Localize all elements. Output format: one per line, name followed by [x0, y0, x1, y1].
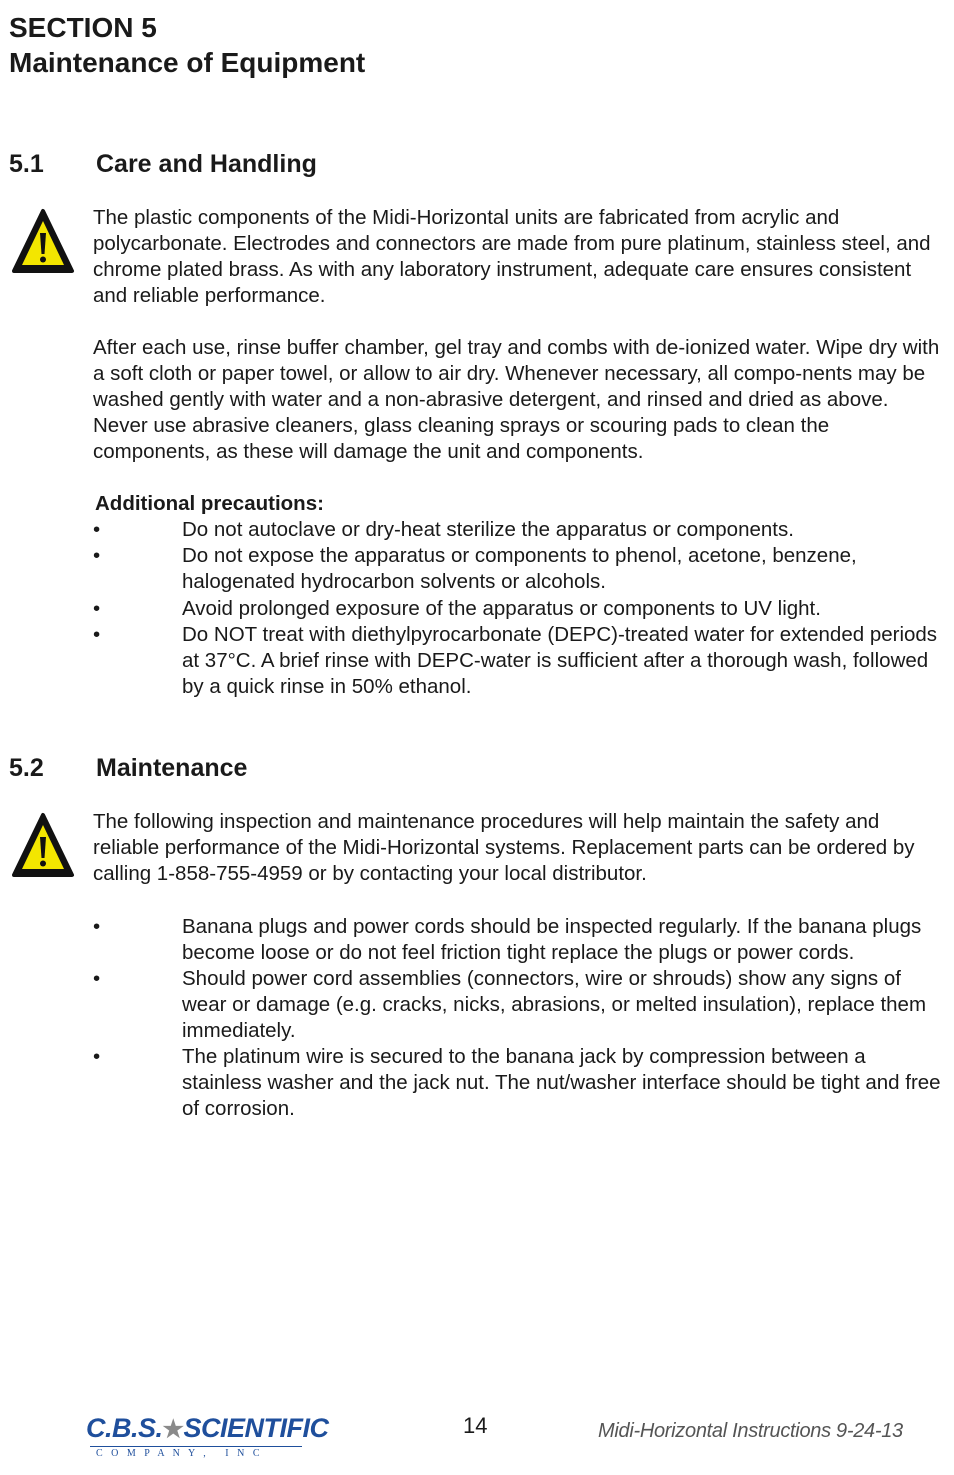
heading-number: 5.1 [9, 150, 44, 178]
list-item: • Do not autoclave or dry-heat sterilize the apparatus or components. [93, 518, 794, 541]
warning-triangle-icon [11, 207, 75, 277]
list-item: • Do not expose the apparatus or components to phenol, acetone, benzene, halogenated hydrocarbon solvents or alcohols. [93, 544, 857, 593]
bullet: • [93, 915, 101, 938]
list-item: • The platinum wire is secured to the banana jack by compression between a stainless washer and the jack nut. The nut/washer interface should be tight and free of corrosion. [93, 1045, 941, 1120]
section-heading [9, 10, 365, 80]
precautions-list [93, 517, 948, 700]
list-item: • Should power cord assemblies (connectors, wire or shrouds) show any signs of wear or damage (e.g. cracks, nicks, abrasions, or melted insulation), replace them immediately. [93, 967, 927, 1042]
precautions-heading: Additional precautions: [95, 492, 324, 515]
care-paragraph-1: The plastic components of the Midi-Horizontal units are fabricated from acrylic and polycarbonate. Electrodes and connectors are made from pure platinum, stainless steel, and chrome plated brass. As with any laboratory instrument, adequate care ensures consistent and reliable performance. [93, 206, 931, 307]
star-icon: ★ [162, 1416, 184, 1443]
bullet: • [93, 623, 101, 646]
maintenance-paragraph: The following inspection and maintenance procedures will help maintain the safety and reliable performance of the Midi-Horizontal systems. Replacement parts can be ordered by calling 1-858-755-4959 or by contacting your local distributor. [93, 810, 915, 885]
logo-word: SCIENTIFIC [183, 1413, 329, 1443]
bullet: • [93, 544, 101, 567]
bullet: • [93, 597, 101, 620]
heading-title: Maintenance [96, 754, 248, 782]
list-item: • Banana plugs and power cords should be inspected regularly. If the banana plugs become loose or do not feel friction tight replace the plugs or power cords. [93, 915, 922, 964]
heading-5-2 [9, 753, 509, 783]
care-paragraph-2: After each use, rinse buffer chamber, gel tray and combs with de-ionized water. Wipe dry with a soft cloth or paper towel, or allow to air dry. Whenever necessary, all compo-nents may be washed gently with water and a non-abrasive detergent, and rinsed and dried as above. Never use abrasive cleaners, glass cleaning sprays or scouring pads to clean the components, as these will damage the unit and components. [93, 336, 940, 463]
logo-initials: C.B.S. [86, 1413, 163, 1443]
bullet: • [93, 518, 101, 541]
bullet: • [93, 1045, 101, 1068]
heading-number: 5.2 [9, 754, 44, 782]
heading-5-1 [9, 149, 509, 179]
list-item: • Do NOT treat with diethylpyrocarbonate (DEPC)-treated water for extended periods at 37°C. A brief rinse with DEPC-water is sufficient after a thorough wash, followed by a quick rinse in 50% ethanol. [93, 623, 938, 698]
logo-subtitle: C O M P A N Y , I N C [96, 1448, 263, 1459]
section-title: Maintenance of Equipment [9, 47, 366, 78]
company-logo [86, 1412, 329, 1464]
list-item: • Avoid prolonged exposure of the apparatus or components to UV light. [93, 597, 821, 620]
page-number: 14 [463, 1413, 488, 1438]
heading-title: Care and Handling [96, 150, 317, 178]
maintenance-list [93, 914, 948, 1122]
document-reference: Midi-Horizontal Instructions 9-24-13 [598, 1420, 903, 1442]
bullet: • [93, 967, 101, 990]
warning-triangle-icon [11, 811, 75, 881]
section-label: SECTION 5 [9, 12, 157, 43]
